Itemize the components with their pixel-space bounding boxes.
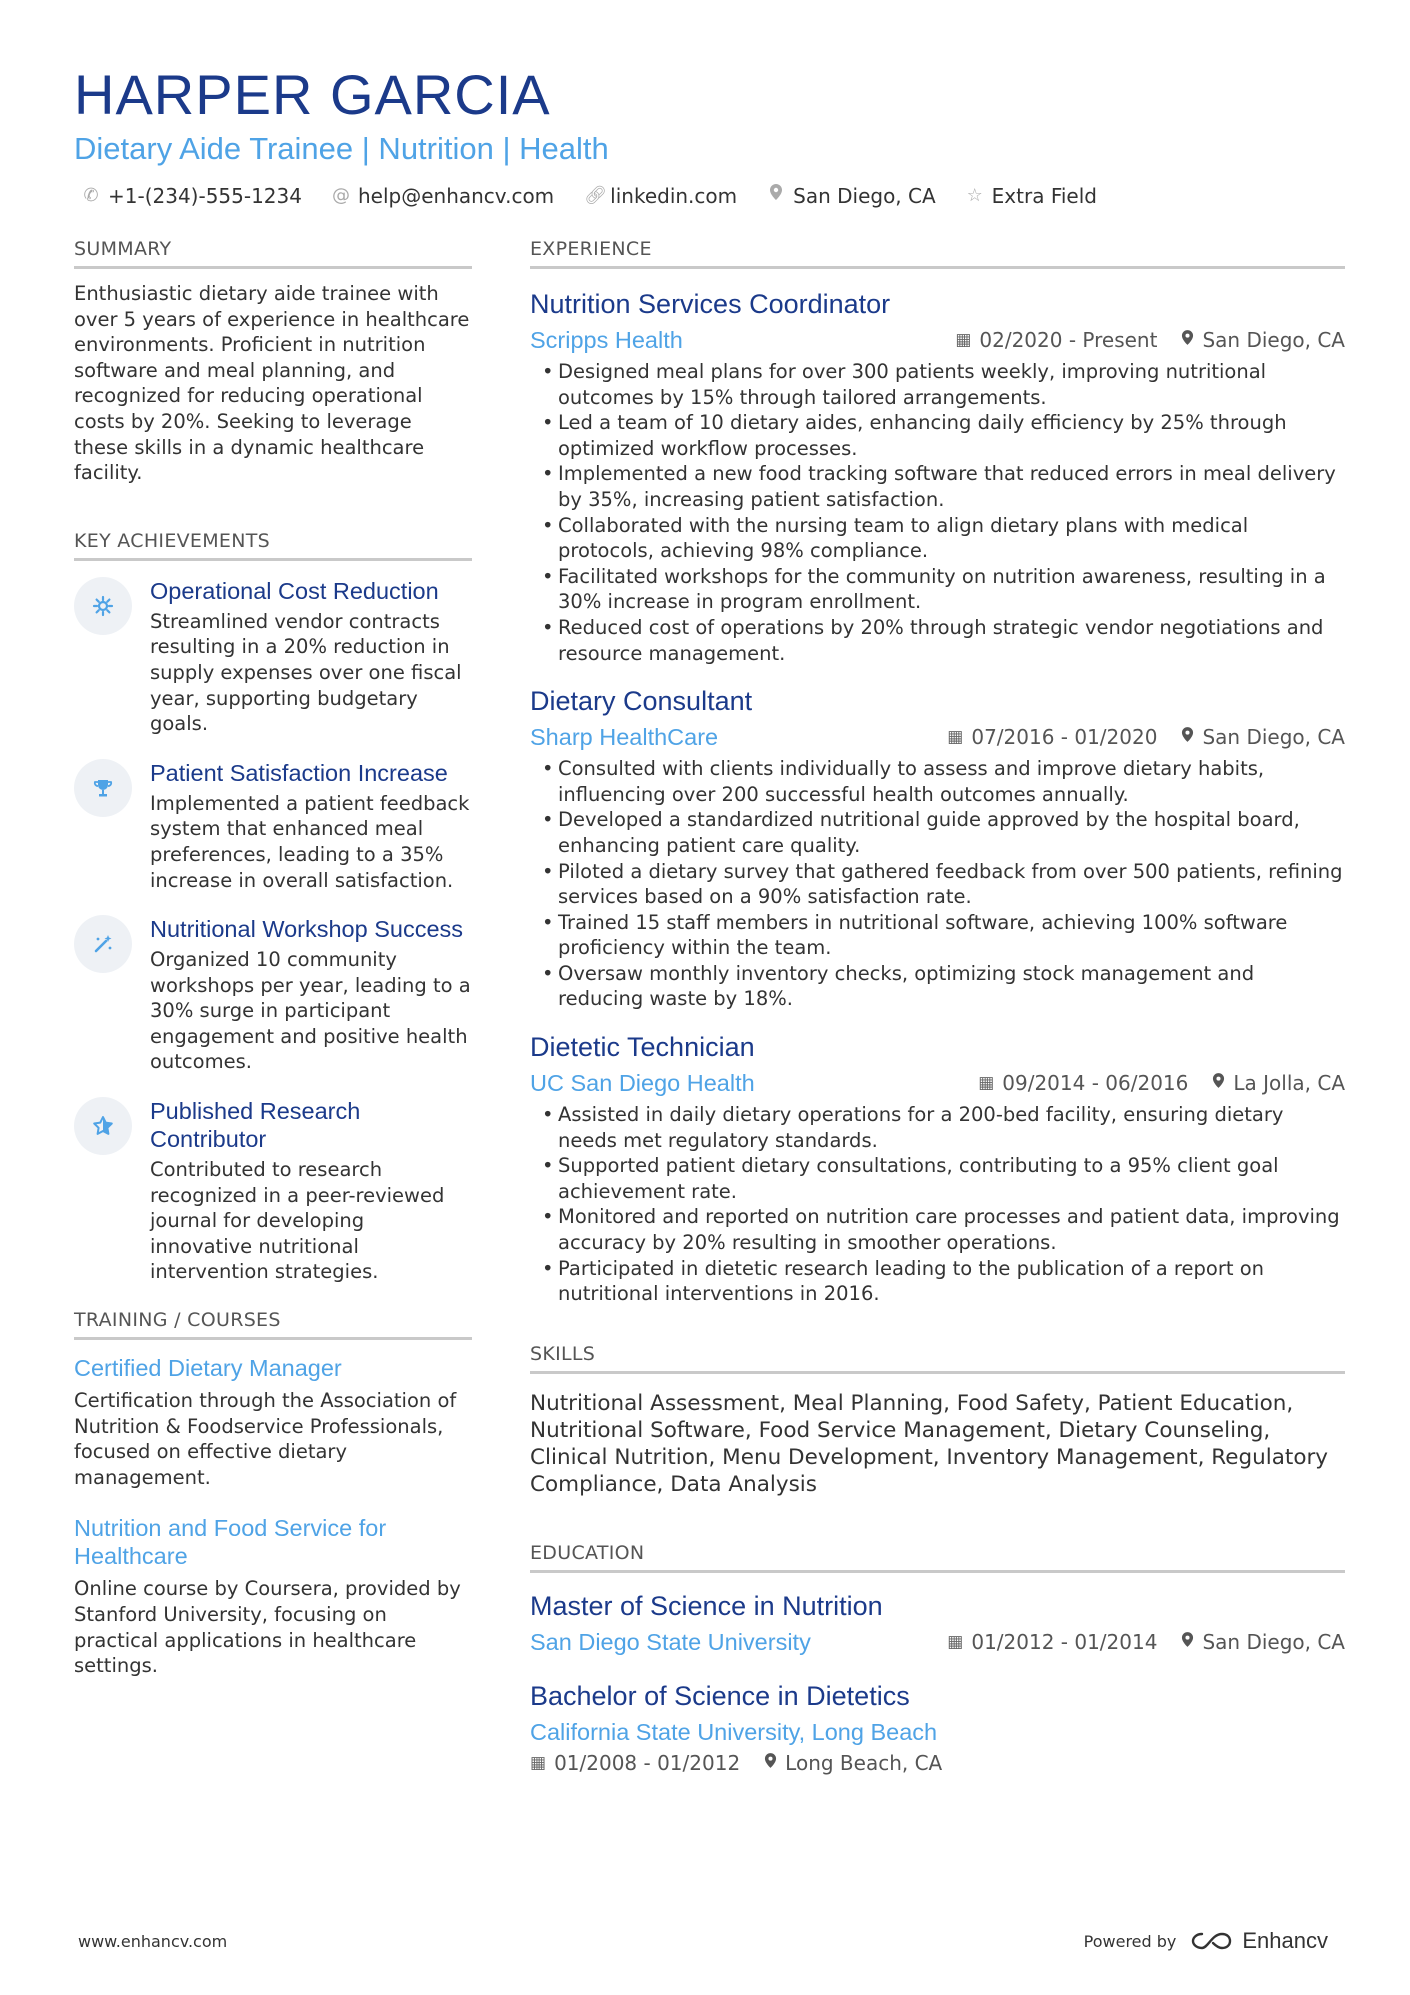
contact-linkedin-text: linkedin.com — [610, 184, 738, 208]
calendar-icon: ▦ — [955, 330, 972, 350]
job-dates: 09/2014 - 06/2016 — [1002, 1071, 1189, 1096]
job-title: Dietary Consultant — [530, 686, 753, 717]
bullet-item: • Piloted a dietary survey that gathered feedback from over 500 patients, refining services based on a 90% satisfaction rate. — [530, 859, 1345, 910]
degree-title: Master of Science in Nutrition — [530, 1590, 883, 1621]
bullet-item: • Oversaw monthly inventory checks, optimizing stock management and reducing waste by 18%. — [530, 961, 1345, 1012]
course-item — [74, 1514, 472, 1678]
company-name: UC San Diego Health — [530, 1070, 755, 1097]
experience-section — [530, 236, 1345, 1307]
training-section — [74, 1307, 472, 1679]
bullet-item: • Implemented a new food tracking software that reduced errors in meal delivery by 35%, increasing patient satisfaction. — [530, 461, 1345, 512]
location-icon — [1212, 1072, 1225, 1094]
edu-dates: 01/2012 - 01/2014 — [971, 1629, 1158, 1654]
bullet-item: • Designed meal plans for over 300 patients weekly, improving nutritional outcomes by 15% through tailored arrangements. — [530, 359, 1345, 410]
course-text: Online course by Coursera, provided by Stanford University, focusing on practical applications in healthcare settings. — [74, 1577, 461, 1678]
course-text: Certification through the Association of Nutrition & Foodservice Professionals, focused on effective dietary management. — [74, 1389, 457, 1489]
contact-extra-text: Extra Field — [991, 184, 1097, 208]
achievement-text: Implemented a patient feedback system that enhanced meal preferences, leading to a 35% increase in overall satisfaction. — [150, 791, 470, 892]
bullet-item: • Assisted in daily dietary operations for a 200-bed facility, ensuring dietary needs met regulatory standards. — [530, 1102, 1345, 1153]
contact-extra — [966, 182, 1097, 210]
candidate-name: HARPER GARCIA — [74, 63, 551, 126]
job-title: Dietetic Technician — [530, 1032, 755, 1063]
footer-website[interactable]: www.enhancv.com — [78, 1931, 228, 1951]
location-icon — [764, 1752, 777, 1774]
resume-header — [74, 62, 1344, 210]
bullet-item: • Consulted with clients individually to assess and improve dietary habits, influencing over 200 successful health outcomes annually. — [530, 756, 1345, 807]
achievement-title: Published Research Contributor — [150, 1098, 361, 1153]
bullet-item: • Participated in dietetic research leading to the publication of a report on nutritional interventions in 2016. — [530, 1256, 1345, 1307]
calendar-icon: ▦ — [530, 1752, 547, 1773]
star-icon: ☆ — [966, 185, 983, 206]
infinity-logo-icon — [1190, 1930, 1234, 1952]
link-icon: 🔗︎ — [584, 185, 608, 206]
experience-title: EXPERIENCE — [530, 236, 1345, 269]
job-dates: 07/2016 - 01/2020 — [971, 725, 1158, 750]
star-icon — [74, 1097, 132, 1155]
contact-email[interactable] — [332, 182, 554, 210]
brand-logo[interactable] — [1190, 1928, 1328, 1954]
contact-bar — [74, 182, 1344, 210]
headline: Dietary Aide Trainee | Nutrition | Health — [74, 131, 609, 166]
achievement-title: Nutritional Workshop Success — [150, 916, 464, 943]
bullet-item: • Led a team of 10 dietary aides, enhancing daily efficiency by 25% through optimized workflow processes. — [530, 410, 1345, 461]
job-entry — [530, 1030, 1345, 1307]
skills-section — [530, 1341, 1345, 1498]
company-name: Scripps Health — [530, 327, 683, 353]
calendar-icon: ▦ — [947, 1631, 964, 1652]
education-entry — [530, 1589, 1345, 1657]
contact-linkedin[interactable] — [584, 182, 737, 210]
bullet-item: • Trained 15 staff members in nutritional software, achieving 100% software proficiency within the team. — [530, 910, 1345, 961]
bullet-item: • Reduced cost of operations by 20% through strategic vendor negotiations and resource management. — [530, 615, 1345, 666]
achievement-item — [74, 577, 472, 737]
training-title: TRAINING / COURSES — [74, 1307, 472, 1340]
achievements-list — [74, 577, 472, 1285]
job-bullets — [530, 756, 1345, 1012]
job-bullets — [530, 1102, 1345, 1307]
job-dates: 02/2020 - Present — [979, 328, 1158, 352]
achievement-text: Contributed to research recognized in a peer-reviewed journal for developing innovative nutritional intervention strategies. — [150, 1158, 445, 1284]
achievement-item — [74, 1097, 472, 1285]
edu-dates: 01/2008 - 01/2012 — [554, 1750, 741, 1775]
course-title: Nutrition and Food Service for Healthcare — [74, 1515, 387, 1570]
job-entry — [530, 287, 1345, 666]
brand-name: Enhancv — [1242, 1928, 1328, 1953]
contact-location — [767, 182, 936, 210]
bullet-item: • Supported patient dietary consultations, contributing to a 95% client goal achievement rate. — [530, 1153, 1345, 1204]
location-icon — [1181, 1631, 1194, 1653]
job-location: San Diego, CA — [1202, 725, 1345, 750]
job-location: La Jolla, CA — [1233, 1071, 1345, 1096]
right-column — [530, 236, 1345, 1789]
education-entry — [530, 1679, 1345, 1775]
contact-location-text: San Diego, CA — [793, 184, 936, 208]
location-icon — [1181, 329, 1194, 351]
education-title: EDUCATION — [530, 1540, 1345, 1573]
edu-location: Long Beach, CA — [785, 1750, 943, 1775]
bullet-item: • Developed a standardized nutritional guide approved by the hospital board, enhancing patient care quality. — [530, 807, 1345, 858]
contact-email-text: help@enhancv.com — [357, 184, 555, 208]
education-section — [530, 1540, 1345, 1775]
skills-text: Nutritional Assessment, Meal Planning, Food Safety, Patient Education, Nutritional Software, Food Service Management, Dietary Counseling, Clinical Nutrition, Menu Development, Inventory Management, Regulatory Compliance, Data Analysis — [530, 1390, 1329, 1497]
trophy-icon — [74, 759, 132, 817]
school-name: San Diego State University — [530, 1628, 811, 1655]
at-icon: @ — [331, 185, 350, 206]
achievement-title: Operational Cost Reduction — [150, 577, 439, 604]
skills-title: SKILLS — [530, 1341, 1345, 1374]
course-title: Certified Dietary Manager — [74, 1355, 342, 1382]
achievements-section — [74, 528, 472, 1285]
summary-title: SUMMARY — [74, 236, 472, 269]
calendar-icon: ▦ — [947, 727, 964, 748]
bullet-item: • Monitored and reported on nutrition care processes and patient data, improving accuracy by 20% resulting in smoother operations. — [530, 1204, 1345, 1255]
edu-location: San Diego, CA — [1202, 1629, 1345, 1654]
gear-icon — [74, 577, 132, 635]
job-entry — [530, 684, 1345, 1012]
contact-phone-text: +1-(234)-555-1234 — [108, 184, 302, 208]
summary-text: Enthusiastic dietary aide trainee with over 5 years of experience in healthcare environments. Proficient in nutrition software and meal planning, and recognized for reducing operational costs by 20%. Seeking to leverage these skills in a dynamic healthcare facility. — [74, 282, 470, 485]
degree-title: Bachelor of Science in Dietetics — [530, 1680, 910, 1711]
bullet-item: • Facilitated workshops for the community on nutrition awareness, resulting in a 30% increase in program enrollment. — [530, 564, 1345, 615]
job-location: San Diego, CA — [1202, 328, 1345, 352]
location-icon — [767, 182, 785, 210]
achievements-title: KEY ACHIEVEMENTS — [74, 528, 472, 561]
school-name: California State University, Long Beach — [530, 1718, 938, 1745]
wand-icon — [74, 915, 132, 973]
left-column — [74, 236, 472, 1699]
achievement-title: Patient Satisfaction Increase — [150, 759, 448, 786]
phone-icon: ✆ — [83, 185, 99, 206]
page-footer — [78, 1928, 1328, 1954]
achievement-item — [74, 759, 472, 893]
job-bullets — [530, 359, 1345, 666]
achievement-text: Streamlined vendor contracts resulting in a 20% reduction in supply expenses over one fiscal year, supporting budgetary goals. — [150, 609, 462, 736]
achievement-item — [74, 915, 472, 1075]
achievement-text: Organized 10 community workshops per year, leading to a 30% surge in participant engagement and positive health outcomes. — [150, 948, 471, 1074]
course-item — [74, 1354, 472, 1490]
location-icon — [1181, 726, 1194, 748]
calendar-icon: ▦ — [978, 1073, 995, 1094]
summary-section — [74, 236, 472, 486]
bullet-item: • Collaborated with the nursing team to align dietary plans with medical protocols, achieving 98% compliance. — [530, 513, 1345, 564]
powered-by-label: Powered by — [1083, 1931, 1177, 1951]
contact-phone[interactable] — [82, 182, 302, 210]
job-title: Nutrition Services Coordinator — [530, 289, 891, 319]
company-name: Sharp HealthCare — [530, 724, 719, 751]
